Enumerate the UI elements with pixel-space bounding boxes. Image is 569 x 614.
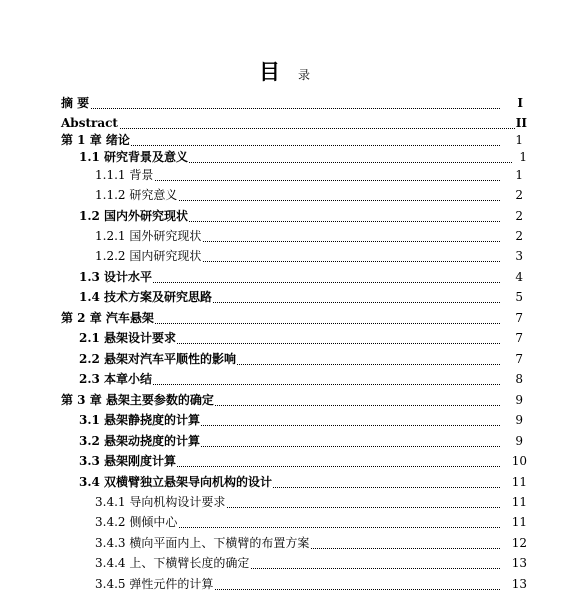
toc-entry[interactable] [0,431,569,451]
toc-entry[interactable] [0,574,569,594]
toc-entry-title: 3.4.2 侧倾中心 [95,512,178,532]
toc-entry-page: 7 [515,331,523,345]
toc-entry-page: 9 [515,393,523,407]
toc-entry-page: 1 [519,150,527,164]
toc-entry-page: II [515,116,527,130]
toc-entry[interactable] [0,246,569,266]
toc-entry-page: 11 [511,475,527,489]
toc-entry-title: 3.4.5 弹性元件的计算 [95,574,214,594]
toc-entry-title: 1.1.1 背景 [95,165,154,185]
toc-entry-page: 5 [515,290,523,304]
toc-entry-leader [95,179,500,181]
toc-entry[interactable] [0,185,569,205]
toc-entry-title: 1.2.2 国内研究现状 [95,246,202,266]
toc-entry-page: 3 [515,249,523,263]
toc-entry[interactable] [0,287,569,307]
toc-entry[interactable] [0,472,569,492]
toc-entry-title: 2.2 悬架对汽车平顺性的影响 [79,349,237,369]
toc-entry[interactable] [0,492,569,512]
toc-entry[interactable] [0,390,569,410]
toc-entry[interactable] [0,308,569,328]
toc-entry[interactable] [0,410,569,430]
toc-entry-page: I [517,96,523,110]
toc-entry-title: 2.1 悬架设计要求 [79,328,177,348]
toc-entry[interactable] [0,93,569,113]
toc-entry[interactable] [0,328,569,348]
toc-entry-title: 3.4.1 导向机构设计要求 [95,492,226,512]
toc-entry[interactable] [0,369,569,389]
toc-entry-title: 3.4.4 上、下横臂长度的确定 [95,553,250,573]
toc-entry-page: 4 [515,270,523,284]
toc-entry-page: 9 [515,413,523,427]
toc-entry-title: 2.3 本章小结 [79,369,153,389]
toc-entry[interactable] [0,165,569,185]
toc-entry-title: 1.3 设计水平 [79,267,153,287]
toc-entry-page: 11 [511,515,527,529]
toc-title-main: 目 [258,59,280,84]
toc-entry-title: 1.1 研究背景及意义 [79,147,189,167]
toc-entry-title: 1.4 技术方案及研究思路 [79,287,213,307]
toc-entry-page: 10 [511,454,527,468]
toc-entry-title: 3.4 双横臂独立悬架导向机构的设计 [79,472,273,492]
toc-entry-page: 2 [515,188,523,202]
toc-entry-title: 1.1.2 研究意义 [95,185,178,205]
toc-entry-title: Abstract [61,113,119,133]
toc-title-sub: 录 [297,68,310,82]
toc-entry-title: 1.2.1 国外研究现状 [95,226,202,246]
toc-entry-page: 7 [515,311,523,325]
toc-entry[interactable] [0,267,569,287]
toc-entry-title: 3.1 悬架静挠度的计算 [79,410,201,430]
toc-entry-title: 第 3 章 悬架主要参数的确定 [61,390,215,410]
toc-entry-page: 9 [515,434,523,448]
toc-entry-page: 13 [511,556,527,570]
toc-entry-title: 1.2 国内外研究现状 [79,206,189,226]
toc-entry-title: 第 1 章 绪论 [61,130,131,150]
toc-entry[interactable] [0,226,569,246]
toc-entry[interactable] [0,512,569,532]
toc-entry[interactable] [0,553,569,573]
toc-entry-page: 11 [511,495,527,509]
toc-entry[interactable] [0,349,569,369]
toc-entry-page: 1 [515,133,523,147]
toc-entry-title: 摘 要 [61,93,90,113]
toc-entry[interactable] [0,206,569,226]
toc-title [0,56,569,88]
toc-entry-page: 13 [511,577,527,591]
toc-entry-leader [61,107,500,109]
toc-entry-page: 8 [515,372,523,386]
toc-entry[interactable] [0,533,569,553]
toc-entry-title: 第 2 章 汽车悬架 [61,308,155,328]
toc-entry-page: 12 [511,536,527,550]
toc-entry-leader [61,127,515,129]
toc-entry-title: 3.2 悬架动挠度的计算 [79,431,201,451]
toc-entry-page: 1 [515,168,523,182]
toc-entry[interactable] [0,451,569,471]
toc-entry-page: 7 [515,352,523,366]
toc-entry-title: 3.4.3 横向平面内上、下横臂的布置方案 [95,533,310,553]
toc-entry[interactable] [0,147,569,167]
toc-entry-page: 2 [515,229,523,243]
toc-entry-title: 3.3 悬架刚度计算 [79,451,177,471]
toc-entry-page: 2 [515,209,523,223]
